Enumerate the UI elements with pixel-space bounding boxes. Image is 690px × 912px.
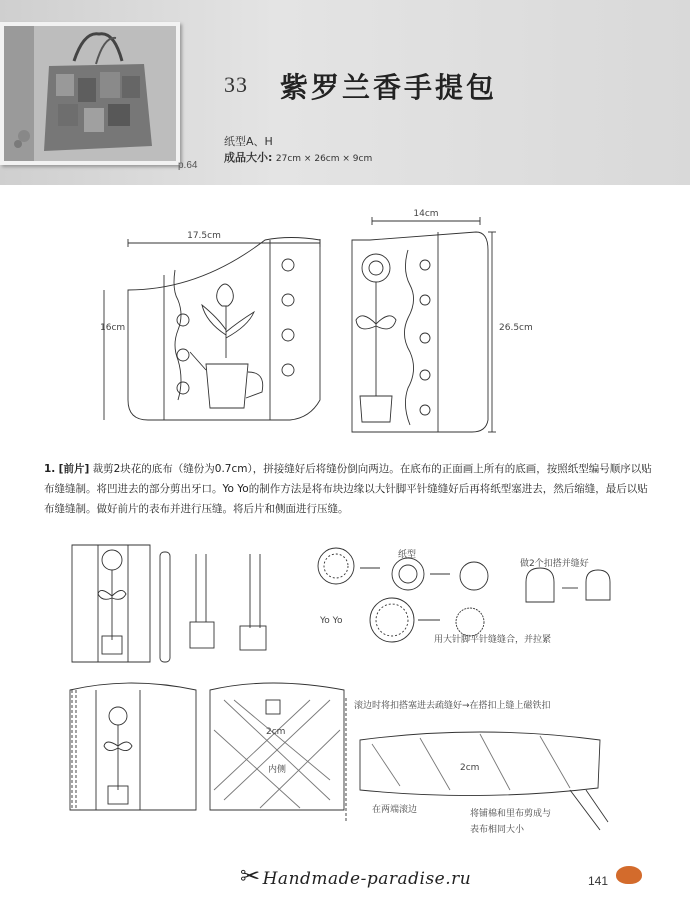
strip-illustration: [160, 552, 170, 662]
yoyo-template: [392, 558, 424, 590]
tuck-note: 滚边时将扣搭塞进去疏缝好→在搭扣上缝上磁铁扣: [354, 701, 551, 711]
front-step-illustration: [72, 545, 150, 662]
front-panel-outline: [128, 238, 320, 421]
pattern-label: 纸型A、H: [224, 135, 273, 148]
side-height-label: 26.5cm: [499, 323, 533, 333]
bird-icon: [616, 866, 642, 884]
scissors-icon: ✂: [240, 862, 261, 890]
tabs-note: 做2个扣搭并缝好: [520, 559, 589, 569]
yoyo-circle: [318, 548, 354, 584]
watering-can: [206, 364, 248, 408]
watermark-logo: [240, 862, 471, 890]
inner-label: 内侧: [268, 765, 287, 775]
front-width-label: 17.5cm: [187, 231, 221, 241]
step-1-instructions: [44, 459, 656, 519]
yoyo-stitch-note: 用大针脚平针缝缝合，并拉紧: [434, 635, 552, 645]
step-1-number: 1.: [44, 463, 56, 475]
flower-applique: [362, 254, 390, 282]
batting-note-line2: 表布相同大小: [470, 825, 525, 835]
side-width-label: 14cm: [413, 209, 439, 219]
flower-pot: [360, 396, 392, 422]
page-title: 紫罗兰香手提包: [280, 71, 498, 104]
step-1-heading: [前片]: [58, 463, 90, 475]
size-value: 27cm × 26cm × 9cm: [275, 154, 373, 164]
watermark-text: Handmade-paradise.ru: [262, 869, 472, 889]
yoyo-pattern-label: 纸型: [398, 550, 417, 560]
bind-note: 在两端滚边: [372, 805, 418, 815]
assembled-front: [70, 683, 196, 810]
gusset-dim-label: 2cm: [460, 763, 480, 773]
photo-page-ref: p.64: [178, 160, 198, 171]
size-label: 成品大小:: [224, 151, 273, 164]
project-number: 33: [224, 72, 248, 97]
step-1-body: 裁剪2块花的底布（缝份为0.7cm），拼接缝好后将缝份倒向两边。在底布的正面画上所有的底画，按照纸型编号顺序以贴布缝缝制。将凹进去的部分剪出牙口。Yo Yo的制作方法是将布块边缘以大针脚平针缝缝好后再将纸型塞进去，然后缩缝，最后以贴布缝缝制。做好前片的表布并进行压缝。将后片和侧面进行压缝。: [44, 463, 652, 515]
front-height-label: 16cm: [100, 323, 126, 333]
tab-piece: [526, 568, 554, 602]
pot-piece: [190, 622, 214, 648]
inner-dim-label: 2cm: [266, 727, 286, 737]
page-number: 141: [588, 874, 609, 888]
gusset-strip: [360, 732, 600, 796]
batting-note-line1: 将铺棉和里布剪成与: [470, 809, 552, 819]
tulip-applique: [217, 284, 234, 306]
yoyo-title: Yo Yo: [320, 616, 343, 626]
